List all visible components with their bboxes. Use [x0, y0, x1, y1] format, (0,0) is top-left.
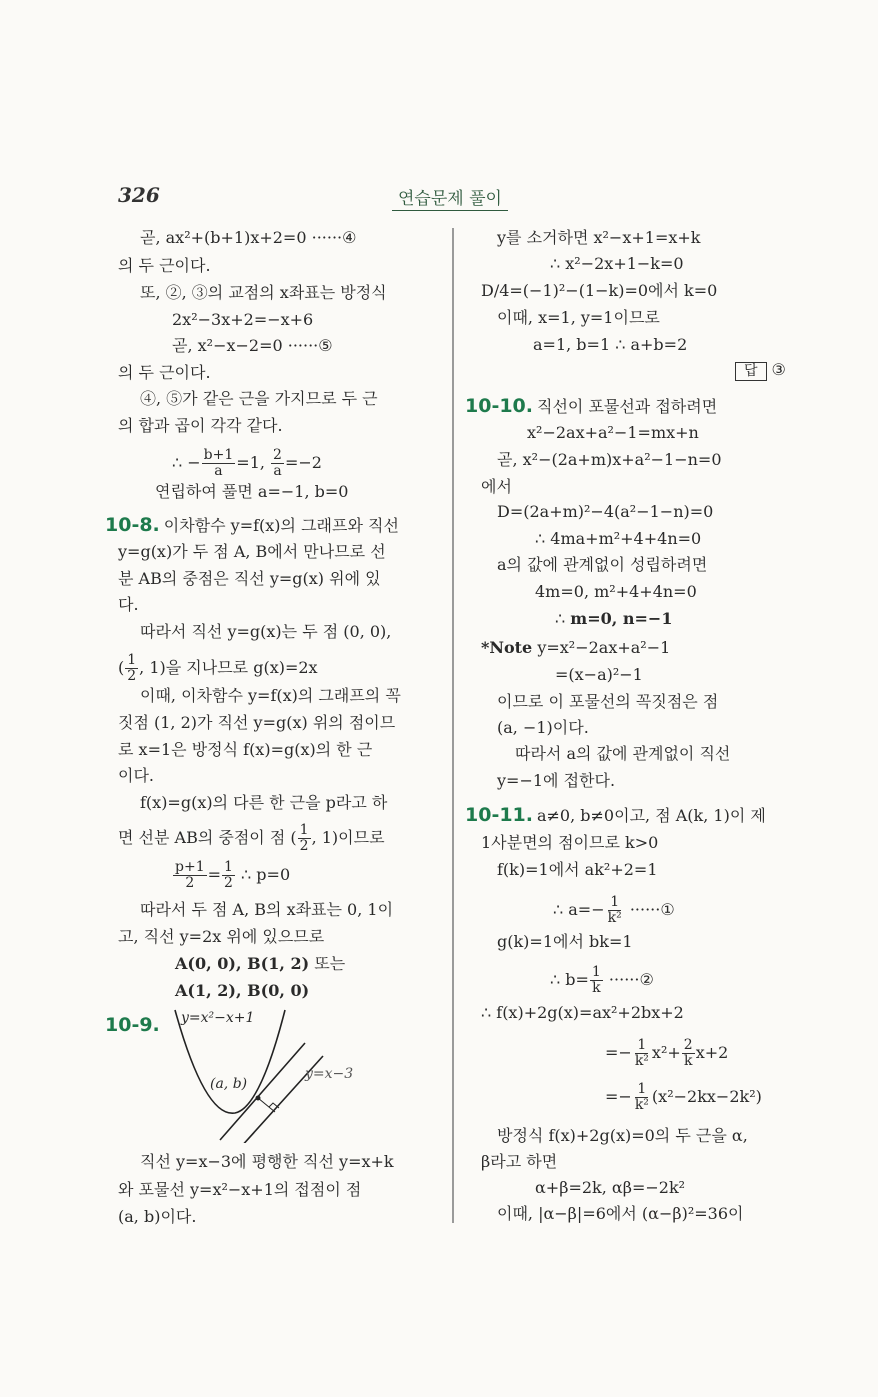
text-segment: =1, [236, 453, 271, 472]
perpendicular-segment [258, 1098, 275, 1112]
text-segment: y=−1에 접한다. [497, 771, 616, 790]
text-segment: 따라서 두 점 A, B의 x좌표는 0, 1이 [140, 900, 394, 919]
text-line [497, 228, 700, 248]
text-segment: a=1, b=1 ∴ a+b=2 [533, 335, 688, 354]
text-segment: y를 소거하면 x²−x+1=x+k [497, 228, 701, 247]
text-line [118, 713, 395, 733]
text-line [118, 595, 139, 615]
text-line [172, 860, 290, 891]
text-line [553, 895, 675, 926]
fraction [682, 1038, 695, 1069]
text-segment: 이차함수 y=f(x)의 그래프와 직선 [163, 516, 399, 535]
fraction-numerator: 1 [591, 964, 601, 980]
text-line [118, 740, 372, 760]
problem-number: 10-11. [465, 804, 533, 826]
text-segment: x+2 [695, 1043, 729, 1062]
text-segment: 고, 직선 y=2x 위에 있으므로 [118, 927, 325, 946]
text-line [497, 1126, 748, 1146]
text-segment: 면 선분 AB의 중점이 점 ( [118, 828, 297, 847]
text-segment: 직선 y=x−3에 평행한 직선 y=x+k [140, 1152, 394, 1171]
text-line [481, 638, 670, 658]
text-line [118, 256, 211, 276]
text-segment: 와 포물선 y=x²−x+1의 접점이 점 [118, 1180, 362, 1199]
text-segment: 1사분면의 점이므로 k>0 [481, 833, 659, 852]
text-segment: 의 두 근이다. [118, 363, 211, 382]
text-line [175, 981, 309, 1001]
fraction-numerator: 2 [273, 447, 282, 463]
bold-text: A(0, 0), B(1, 2) [175, 954, 310, 973]
parabola-label: y=x²−x+1 [181, 1010, 255, 1026]
text-segment: 이때, |α−β|=6에서 (α−β)²=36이 [497, 1204, 744, 1223]
text-segment: ∴ [555, 609, 571, 628]
figure-10-9 [165, 1008, 385, 1143]
text-line [481, 281, 717, 301]
text-segment: =− [605, 1043, 632, 1062]
text-segment: = [207, 865, 222, 884]
text-segment: D=(2a+m)²−4(a²−1−n)=0 [497, 502, 714, 521]
text-segment: ④, ⑤가 같은 근을 가지므로 두 근 [140, 389, 378, 408]
text-segment: ······② [603, 970, 654, 989]
text-line [497, 692, 718, 712]
problem-number: 10-9. [105, 1014, 160, 1036]
text-segment: =−2 [284, 453, 322, 472]
point-label: (a, b) [210, 1076, 248, 1092]
text-segment: 또는 [309, 954, 346, 973]
fraction-numerator: 2 [683, 1037, 693, 1053]
text-segment: 이때, x=1, y=1이므로 [497, 308, 660, 327]
text-segment: (a, −1)이다. [497, 718, 589, 737]
text-line [140, 622, 391, 642]
text-segment: y=x²−2ax+a²−1 [532, 638, 671, 657]
text-line [465, 805, 766, 826]
text-line [465, 396, 717, 417]
text-line [497, 308, 660, 328]
text-segment: α+β=2k, αβ=−2k² [535, 1178, 686, 1197]
fraction-denominator: 2 [185, 875, 195, 891]
text-segment: ∴ f(x)+2g(x)=ax²+2bx+2 [481, 1003, 684, 1022]
text-line [497, 555, 707, 575]
bold-text: A(1, 2), B(0, 0) [175, 981, 310, 1000]
answer-label-box: 답 [735, 362, 767, 381]
fraction-denominator: k² [607, 910, 622, 926]
text-segment: ······① [624, 900, 675, 919]
text-line [555, 665, 643, 685]
text-segment: 의 합과 곱이 각각 같다. [118, 416, 283, 435]
bold-text: m=0, n=−1 [570, 609, 673, 628]
text-line [118, 1207, 196, 1227]
text-line [550, 965, 654, 996]
text-segment: 이다. [118, 766, 154, 785]
text-line [497, 718, 589, 738]
fraction-numerator: 1 [610, 894, 620, 910]
text-line [515, 744, 730, 764]
text-line [497, 502, 713, 522]
text-line [155, 482, 348, 502]
text-line [140, 228, 356, 248]
fraction-denominator: k [592, 980, 601, 996]
fraction-numerator: p+1 [175, 859, 205, 875]
text-line [481, 1152, 557, 1172]
text-line [735, 360, 786, 381]
text-segment: 의 두 근이다. [118, 256, 211, 275]
fraction-denominator: 2 [299, 838, 309, 854]
text-line [140, 1152, 394, 1172]
fraction-numerator: 1 [299, 822, 309, 838]
text-line [118, 542, 386, 562]
text-line [497, 450, 722, 470]
text-segment: ∴ x²−2x+1−k=0 [550, 254, 684, 273]
text-segment: 에서 [481, 477, 512, 496]
fraction-denominator: k² [634, 1053, 649, 1069]
text-segment: 또, ②, ③의 교점의 x좌표는 방정식 [140, 283, 387, 302]
text-line [118, 363, 211, 383]
text-line [481, 477, 512, 497]
text-segment: , 1)을 지나므로 g(x)=2x [139, 658, 318, 677]
text-line [175, 954, 345, 974]
text-line [535, 529, 701, 549]
fraction [173, 860, 207, 891]
text-segment: 이므로 이 포물선의 꼭짓점은 점 [497, 692, 719, 711]
text-line [140, 793, 387, 813]
text-segment: 따라서 직선 y=g(x)는 두 점 (0, 0), [140, 622, 392, 641]
text-segment: 직선이 포물선과 접하려면 [536, 397, 718, 416]
text-line [172, 336, 333, 356]
fraction-denominator: a [214, 463, 223, 479]
text-segment: x²+ [651, 1043, 681, 1062]
text-line [555, 609, 672, 629]
text-line [497, 932, 633, 952]
problem-number: 10-10. [465, 395, 533, 417]
fraction-numerator: 1 [224, 859, 233, 875]
line-label: y=x−3 [305, 1066, 354, 1082]
text-segment: , 1)이므로 [311, 828, 385, 847]
text-line [118, 569, 381, 589]
text-line [140, 686, 401, 706]
fraction [633, 1038, 651, 1069]
text-line [535, 582, 697, 602]
text-segment: 이때, 이차함수 y=f(x)의 그래프의 꼭 [140, 686, 401, 705]
text-line [497, 1204, 744, 1224]
text-line [140, 283, 387, 303]
fraction [606, 895, 624, 926]
text-segment: ∴ 4ma+m²+4+4n=0 [535, 529, 702, 548]
text-line [105, 1015, 164, 1036]
text-line [118, 1180, 361, 1200]
text-line [550, 254, 684, 274]
text-segment: =(x−a)²−1 [555, 665, 643, 684]
text-segment: ∴ − [172, 453, 201, 472]
text-segment: 따라서 a의 값에 관계없이 직선 [515, 744, 731, 763]
fraction [125, 653, 138, 684]
fraction [633, 1082, 651, 1113]
text-segment: ∴ a=− [553, 900, 605, 919]
text-segment: g(k)=1에서 bk=1 [497, 932, 633, 951]
text-segment: (x²−2kx−2k²) [651, 1087, 762, 1106]
text-segment: 다. [118, 595, 139, 614]
text-line [105, 515, 399, 536]
text-segment: 곧, x²−x−2=0 ······⑤ [172, 336, 333, 355]
text-segment: β라고 하면 [481, 1152, 558, 1171]
text-segment: =− [605, 1087, 632, 1106]
text-line [140, 389, 378, 409]
text-line [172, 448, 322, 479]
fraction-denominator: 2 [224, 875, 233, 891]
text-segment: 2x²−3x+2=−x+6 [172, 310, 314, 329]
text-line [172, 310, 313, 330]
text-line [605, 1082, 762, 1113]
text-segment: x²−2ax+a²−1=mx+n [527, 423, 699, 442]
fraction [590, 965, 603, 996]
fraction [202, 448, 236, 479]
problem-number: 10-8. [105, 514, 160, 536]
text-segment: f(k)=1에서 ak²+2=1 [497, 860, 658, 879]
page-number: 326 [118, 183, 160, 207]
text-segment: ∴ b= [550, 970, 589, 989]
text-segment: 4m=0, m²+4+4n=0 [535, 582, 697, 601]
text-line [118, 416, 283, 436]
text-line [118, 823, 385, 854]
fraction-denominator: k² [634, 1097, 649, 1113]
text-line [533, 335, 687, 355]
text-segment: ( [118, 658, 125, 677]
fraction-denominator: 2 [127, 668, 137, 684]
column-divider [452, 228, 454, 1223]
fraction-numerator: 1 [127, 652, 137, 668]
fraction-numerator: 1 [637, 1037, 647, 1053]
text-line [118, 653, 318, 684]
text-segment: 방정식 f(x)+2g(x)=0의 두 근을 α, [497, 1126, 748, 1145]
text-segment: D/4=(−1)²−(1−k)=0에서 k=0 [481, 281, 718, 300]
text-segment: 곧, x²−(2a+m)x+a²−1−n=0 [497, 450, 722, 469]
text-line [140, 900, 393, 920]
fraction [271, 448, 284, 479]
fraction-numerator: 1 [637, 1081, 647, 1097]
fraction-numerator: b+1 [203, 447, 234, 463]
text-segment: 짓점 (1, 2)가 직선 y=g(x) 위의 점이므 [118, 713, 396, 732]
text-segment: 곧, ax²+(b+1)x+2=0 ······④ [140, 228, 357, 247]
fraction-denominator: k [683, 1053, 693, 1069]
text-line [481, 1003, 684, 1023]
text-segment: f(x)=g(x)의 다른 한 근을 p라고 하 [140, 793, 388, 812]
text-segment: a의 값에 관계없이 성립하려면 [497, 555, 708, 574]
text-line [535, 1178, 685, 1198]
text-line [118, 766, 154, 786]
text-line [605, 1038, 728, 1069]
text-line [481, 833, 658, 853]
text-line [118, 927, 324, 947]
text-segment: ∴ p=0 [235, 865, 291, 884]
fraction-denominator: a [273, 463, 282, 479]
fraction [222, 860, 235, 891]
text-line [497, 860, 658, 880]
fraction [298, 823, 311, 854]
text-segment: y=g(x)가 두 점 A, B에서 만나므로 선 [118, 542, 386, 561]
text-segment: 연립하여 풀면 a=−1, b=0 [155, 482, 349, 501]
running-title: 연습문제 풀이 [392, 184, 508, 211]
text-segment: a≠0, b≠0이고, 점 A(k, 1)이 제 [536, 806, 766, 825]
text-segment: (a, b)이다. [118, 1207, 197, 1226]
text-line [497, 771, 615, 791]
text-line [527, 423, 699, 443]
text-segment: 분 AB의 중점은 직선 y=g(x) 위에 있 [118, 569, 381, 588]
text-segment: ③ [771, 360, 786, 379]
bold-text: *Note [481, 638, 533, 657]
text-segment: 로 x=1은 방정식 f(x)=g(x)의 한 근 [118, 740, 373, 759]
